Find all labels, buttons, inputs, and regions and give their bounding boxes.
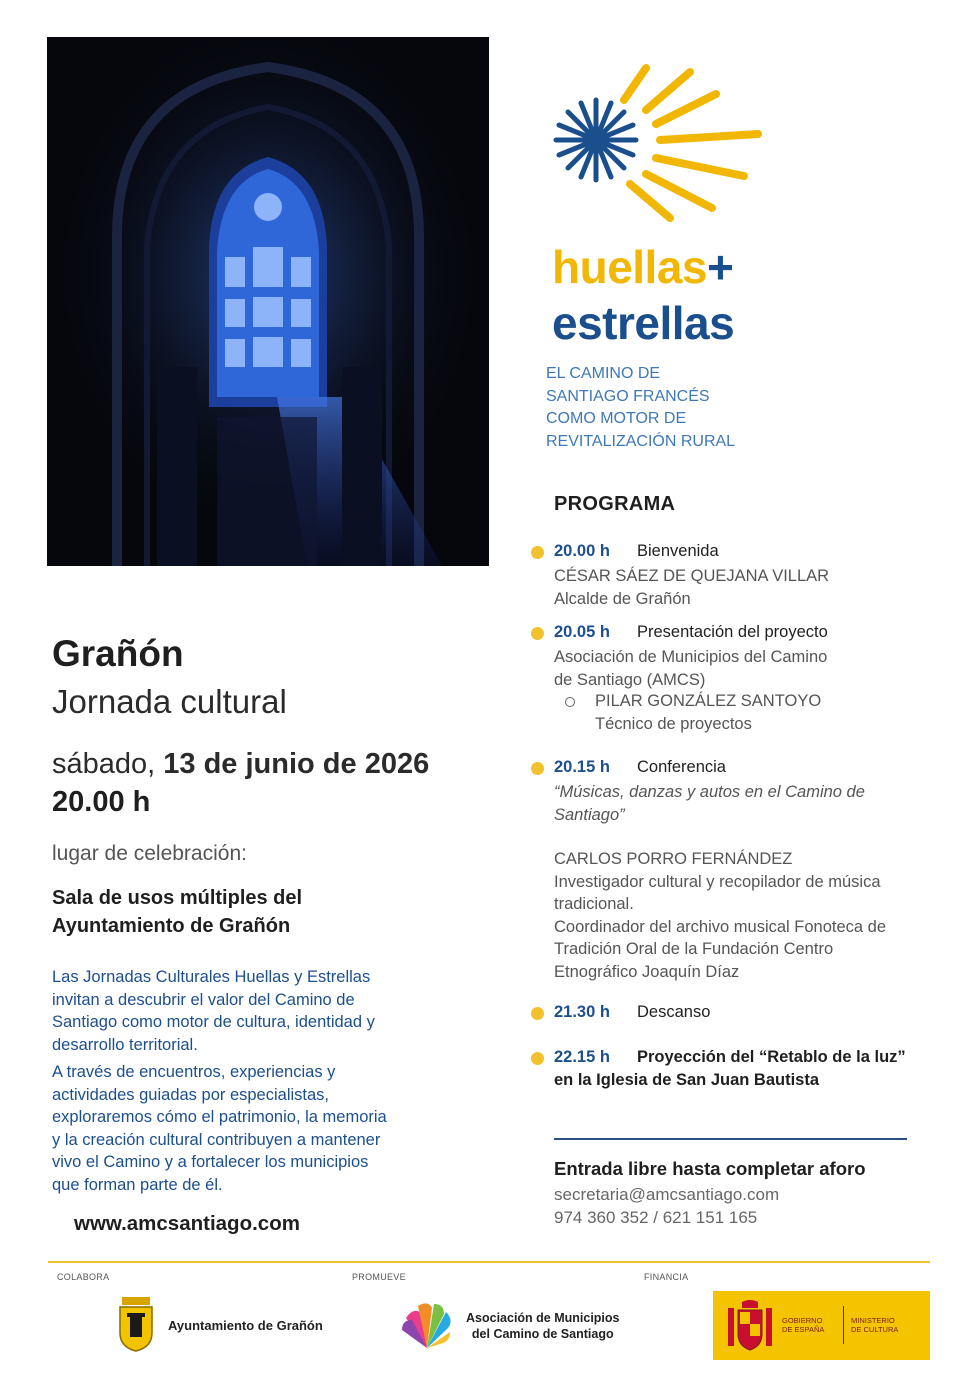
amcs-logo-icon [400, 1298, 454, 1354]
event-date: sábado, 13 de junio de 2026 [52, 748, 430, 780]
entrada-libre: Entrada libre hasta completar aforo [554, 1158, 866, 1179]
logo-word-estrellas: estrellas [552, 297, 735, 349]
ayuntamiento-granon-text: Ayuntamiento de Grañón [168, 1318, 323, 1333]
logo-word-huellas: huellas+ [552, 241, 734, 293]
programa-item-title: Proyección del “Retablo de la luz” [637, 1048, 906, 1066]
programa-item-title: Presentación del proyecto [637, 623, 828, 641]
programa-item-time: 22.15 h [554, 1048, 610, 1066]
programa-item-time: 20.15 h [554, 758, 610, 776]
programa-item-detail: Asociación de Municipios del Camino de Santiago (AMCS) [554, 648, 828, 689]
event-time: 20.00 h [52, 786, 151, 818]
programa-item-title: Bienvenida [637, 542, 719, 560]
intro-paragraph-1: Las Jornadas Culturales Huellas y Estrellas invitan a descubrir el valor del Camino de Santiago como motor de cultura, identidad y desarrollo territorial. [52, 968, 375, 1054]
bullet-dot-icon [531, 1007, 544, 1020]
logo-plus: + [707, 241, 734, 293]
footer-label-promueve: PROMUEVE [352, 1272, 406, 1282]
divider [554, 1138, 907, 1140]
event-name: Jornada cultural [52, 683, 287, 720]
programa-item-time: 21.30 h [554, 1003, 610, 1021]
footer-divider [48, 1261, 930, 1263]
sub-bullet-circle-icon [565, 697, 575, 707]
granon-coat-of-arms-icon [116, 1295, 156, 1353]
church-photo [47, 37, 489, 566]
footer-label-financia: FINANCIA [644, 1272, 689, 1282]
programa-title: PROGRAMA [554, 493, 676, 515]
amcs-name: Asociación de Municipios del Camino de Santiago [466, 1311, 620, 1341]
contact-phones: 974 360 352 / 621 151 165 [554, 1208, 758, 1227]
logo-tagline: EL CAMINO DE SANTIAGO FRANCÉS COMO MOTOR DE REVITALIZACIÓN RURAL [546, 365, 736, 450]
venue: Sala de usos múltiples del Ayuntamiento de Grañón [52, 887, 303, 937]
place-title: Grañón [52, 633, 184, 674]
gobierno-text: GOBIERNO DE ESPAÑA [782, 1316, 825, 1334]
bullet-dot-icon [531, 546, 544, 559]
programa-item-detail: CARLOS PORRO FERNÁNDEZ Investigador cultural y recopilador de música tradicional. Coordinador del archivo musical Fonoteca de Tradición Oral de la Fundación Centro Etnográfico Joaquín Díaz [554, 850, 887, 981]
sun-star-logo-icon [548, 58, 778, 223]
website-link[interactable]: www.amcsantiago.com [74, 1212, 300, 1235]
gov-separator [843, 1306, 844, 1344]
church-stained-glass-image [47, 37, 489, 566]
venue-label: lugar de celebración: [52, 842, 247, 865]
programa-item-title: Descanso [637, 1003, 711, 1021]
programa-item-speaker: PILAR GONZÁLEZ SANTOYO Técnico de proyectos [595, 692, 822, 733]
bullet-dot-icon [531, 1052, 544, 1065]
ministerio-text: MINISTERIO DE CULTURA [851, 1316, 899, 1334]
spain-coat-of-arms-icon [726, 1300, 774, 1352]
programa-item-detail: CÉSAR SÁEZ DE QUEJANA VILLAR Alcalde de Grañón [554, 567, 830, 608]
contact-email[interactable]: secretaria@amcsantiago.com [554, 1185, 780, 1204]
contact-info [554, 1183, 779, 1229]
programa-item-time: 20.00 h [554, 542, 610, 560]
conference-title: “Músicas, danzas y autos en el Camino de Santiago” [554, 783, 865, 824]
bullet-dot-icon [531, 627, 544, 640]
programa-item-title-line2: en la Iglesia de San Juan Bautista [554, 1071, 820, 1089]
programa-item-time: 20.05 h [554, 623, 610, 641]
bullet-dot-icon [531, 762, 544, 775]
footer-label-colabora: COLABORA [57, 1272, 110, 1282]
intro-paragraph-2: A través de encuentros, experiencias y actividades guiadas por especialistas, exploraremos cómo el patrimonio, la memoria y la creación cultural contribuyen a mantener vivo el Camino y a fortalecer los municipios que forman parte de él. [52, 1063, 387, 1194]
programa-item-title: Conferencia [637, 758, 726, 776]
